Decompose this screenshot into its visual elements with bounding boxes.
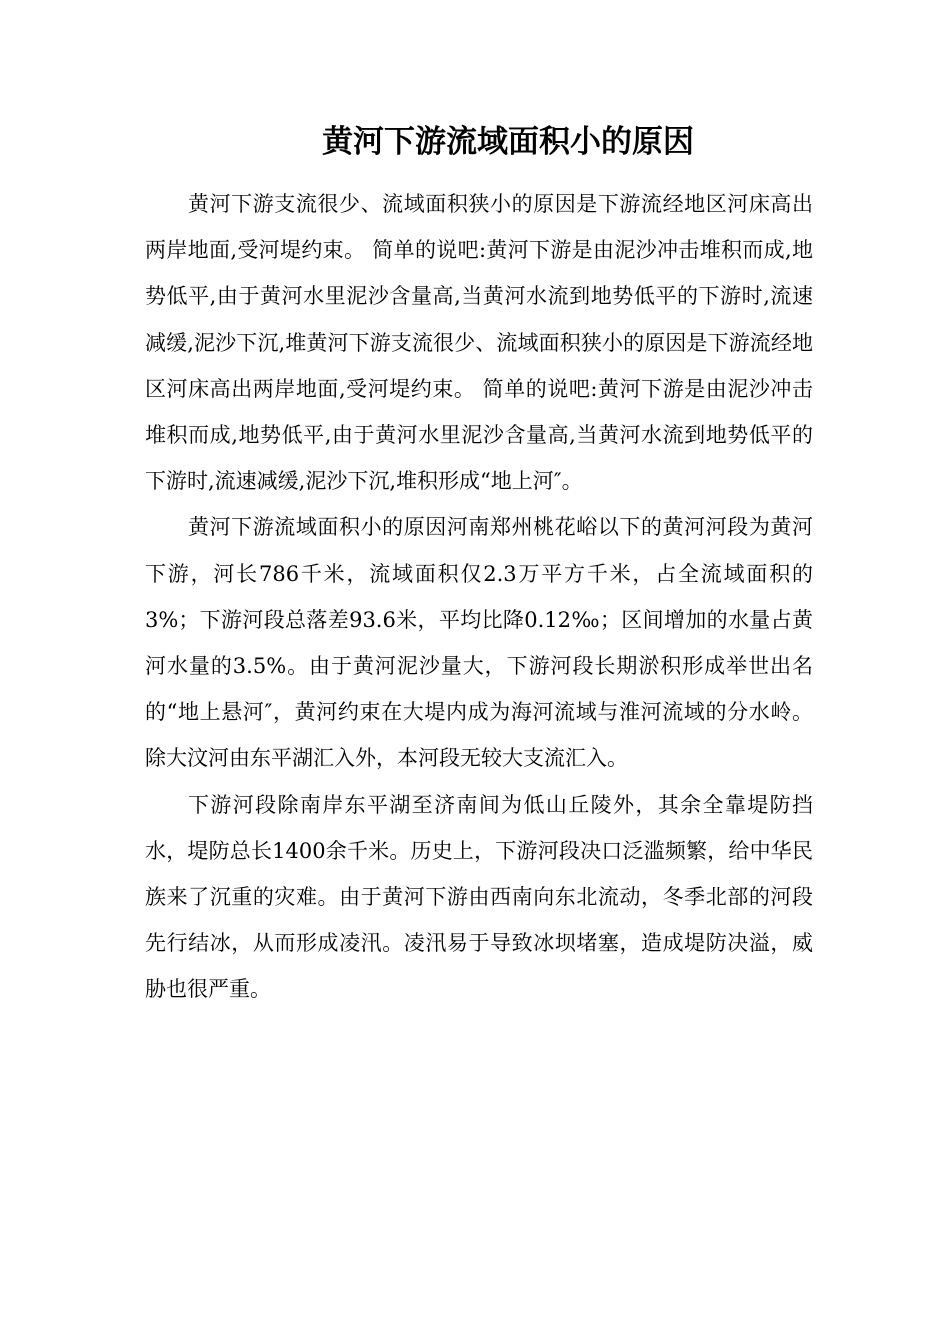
document-body — [145, 181, 813, 1013]
paragraph-1: 黄河下游支流很少、流域面积狭小的原因是下游流经地区河床高出两岸地面,受河堤约束。 简单的说吧:黄河下游是由泥沙冲击堆积而成,地势低平,由于黄河水里泥沙含量高,当黄河水流到地势低平的下游时,流速减缓,泥沙下沉,堆黄河下游支流很少、流域面积狭小的原因是下游流经地区河床高出两岸地面,受河堤约束。 简单的说吧:黄河下游是由泥沙冲击堆积而成,地势低平,由于黄河水里泥沙含量高,当黄河水流到地势低平的下游时,流速减缓,泥沙下沉,堆积形成“地上河″。 — [145, 192, 813, 494]
document-title: 黄河下游流域面积小的原因 — [322, 124, 694, 160]
paragraph-2: 黄河下游流域面积小的原因河南郑州桃花峪以下的黄河河段为黄河下游，河长786千米，流域面积仅2.3万平方千米，占全流域面积的3%；下游河段总落差93.6米，平均比降0.12‰；区间增加的水量占黄河水量的3.5%。由于黄河泥沙量大，下游河段长期淤积形成举世出名的“地上悬河″，黄河约束在大堤内成为海河流域与淮河流域的分水岭。除大汶河由东平湖汇入外，本河段无较大支流汇入。 — [145, 515, 813, 771]
paragraph-3: 下游河段除南岸东平湖至济南间为低山丘陵外，其余全靠堤防挡水，堤防总长1400余千米。历史上，下游河段决口泛滥频繁，给中华民族来了沉重的灾难。由于黄河下游由西南向东北流动，冬季北部的河段先行结冰，从而形成凌汛。凌汛易于导致冰坝堵塞，造成堤防决溢，威胁也很严重。 — [145, 792, 813, 1002]
